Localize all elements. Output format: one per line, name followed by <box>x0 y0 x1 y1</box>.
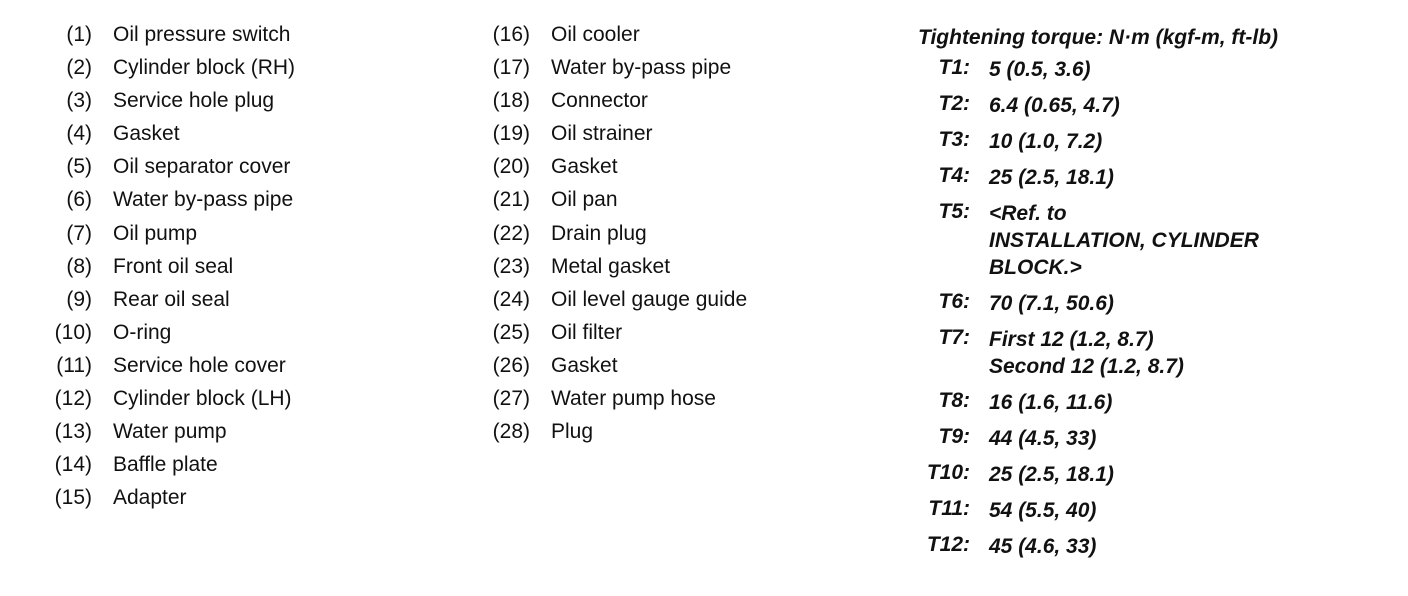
torque-value: <Ref. to <box>989 202 1067 226</box>
torque-label: T4: <box>938 164 970 188</box>
part-number: (21) <box>492 188 530 212</box>
torque-label: T11: <box>928 497 970 521</box>
part-number: (4) <box>66 122 92 146</box>
torque-value: BLOCK.> <box>989 256 1082 280</box>
part-item <box>478 321 878 354</box>
parts-list-left <box>40 23 460 519</box>
part-name: Oil strainer <box>551 122 653 146</box>
part-item <box>478 288 878 321</box>
torque-heading: Tightening torque: N·m (kgf-m, ft-lb) <box>918 26 1279 49</box>
part-item <box>40 155 460 188</box>
part-number: (26) <box>492 353 530 377</box>
part-name: Oil level gauge guide <box>551 287 748 311</box>
part-name: Water pump hose <box>551 387 716 411</box>
torque-item <box>918 425 1388 452</box>
part-name: Baffle plate <box>113 453 218 477</box>
part-item <box>478 155 878 188</box>
torque-item <box>918 56 1388 83</box>
part-name: Water pump <box>113 420 227 444</box>
torque-value: 54 (5.5, 40) <box>989 499 1097 523</box>
part-number: (11) <box>56 353 92 377</box>
part-name: Drain plug <box>551 221 647 245</box>
part-item <box>40 453 460 486</box>
part-item <box>478 354 878 387</box>
part-number: (28) <box>492 420 530 444</box>
part-name: Gasket <box>113 122 180 146</box>
torque-value: 25 (2.5, 18.1) <box>989 463 1114 487</box>
part-number: (27) <box>492 387 530 411</box>
torque-item <box>918 461 1388 488</box>
torque-value: 45 (4.6, 33) <box>989 535 1097 559</box>
part-item <box>478 56 878 89</box>
part-item <box>40 222 460 255</box>
part-item <box>40 321 460 354</box>
torque-item <box>918 326 1388 380</box>
part-name: Cylinder block (LH) <box>113 387 292 411</box>
torque-label: T5: <box>938 200 970 224</box>
part-number: (19) <box>492 122 530 146</box>
part-number: (6) <box>66 188 92 212</box>
torque-item <box>918 389 1388 416</box>
part-item <box>478 255 878 288</box>
part-item <box>40 89 460 122</box>
part-number: (15) <box>54 486 92 510</box>
part-item <box>478 188 878 221</box>
part-number: (25) <box>492 320 530 344</box>
part-number: (18) <box>492 89 530 113</box>
torque-value: INSTALLATION, CYLINDER <box>989 229 1259 253</box>
torque-label: T9: <box>938 425 970 449</box>
part-item <box>40 188 460 221</box>
torque-label: T1: <box>938 56 970 80</box>
part-name: Service hole cover <box>113 353 286 377</box>
part-number: (10) <box>54 320 92 344</box>
part-number: (9) <box>66 287 92 311</box>
part-item <box>40 354 460 387</box>
part-item <box>40 255 460 288</box>
torque-value: 16 (1.6, 11.6) <box>989 391 1113 415</box>
part-item <box>40 288 460 321</box>
part-number: (20) <box>492 155 530 179</box>
part-name: O-ring <box>113 320 172 344</box>
torque-item <box>918 164 1388 191</box>
torque-value: 25 (2.5, 18.1) <box>989 166 1114 190</box>
part-number: (17) <box>492 56 530 80</box>
torque-label: T10: <box>926 461 970 485</box>
part-number: (22) <box>492 221 530 245</box>
part-number: (3) <box>66 89 92 113</box>
torque-item <box>918 497 1388 524</box>
part-item <box>40 420 460 453</box>
part-name: Gasket <box>551 155 618 179</box>
part-item <box>478 23 878 56</box>
torque-spec-list <box>918 23 1388 569</box>
part-number: (16) <box>492 23 530 46</box>
part-name: Gasket <box>551 353 618 377</box>
torque-value: First 12 (1.2, 8.7) <box>989 328 1154 352</box>
torque-label: T3: <box>938 128 970 152</box>
torque-label: T7: <box>938 326 970 350</box>
part-item <box>40 122 460 155</box>
part-name: Cylinder block (RH) <box>113 56 296 80</box>
part-number: (2) <box>66 56 92 80</box>
part-name: Oil separator cover <box>113 155 291 179</box>
part-name: Water by-pass pipe <box>551 56 732 80</box>
part-item <box>40 23 460 56</box>
torque-value: 5 (0.5, 3.6) <box>989 58 1091 82</box>
part-name: Rear oil seal <box>113 287 230 311</box>
torque-label: T12: <box>926 533 970 557</box>
part-number: (1) <box>66 23 92 46</box>
part-item <box>478 420 878 453</box>
torque-value: Second 12 (1.2, 8.7) <box>989 355 1184 379</box>
part-number: (23) <box>492 254 530 278</box>
part-number: (12) <box>54 387 92 411</box>
part-number: (13) <box>54 420 92 444</box>
part-name: Front oil seal <box>113 254 234 278</box>
torque-label: T8: <box>938 389 970 413</box>
part-item <box>478 122 878 155</box>
part-name: Connector <box>551 89 648 113</box>
part-item <box>40 56 460 89</box>
part-name: Plug <box>551 420 594 444</box>
torque-item <box>918 200 1388 281</box>
part-number: (14) <box>54 453 92 477</box>
part-name: Oil pump <box>113 221 198 245</box>
torque-item <box>918 290 1388 317</box>
part-item <box>478 222 878 255</box>
part-name: Oil pan <box>551 188 618 212</box>
part-name: Adapter <box>113 486 187 510</box>
parts-list-middle <box>478 23 878 453</box>
part-name: Oil filter <box>551 320 623 344</box>
part-number: (24) <box>492 287 530 311</box>
torque-value: 10 (1.0, 7.2) <box>989 130 1103 154</box>
part-item <box>478 387 878 420</box>
part-item <box>40 486 460 519</box>
part-number: (5) <box>66 155 92 179</box>
torque-item <box>918 128 1388 155</box>
part-number: (8) <box>66 254 92 278</box>
torque-value: 6.4 (0.65, 4.7) <box>989 94 1120 118</box>
torque-label: T2: <box>938 92 970 116</box>
torque-label: T6: <box>938 290 970 314</box>
torque-value: 44 (4.5, 33) <box>989 427 1097 451</box>
part-name: Oil cooler <box>551 23 640 46</box>
torque-item <box>918 533 1388 560</box>
part-item <box>478 89 878 122</box>
part-name: Metal gasket <box>551 254 671 278</box>
part-name: Water by-pass pipe <box>113 188 294 212</box>
torque-value: 70 (7.1, 50.6) <box>989 292 1114 316</box>
part-number: (7) <box>66 221 92 245</box>
part-name: Oil pressure switch <box>113 23 291 46</box>
part-item <box>40 387 460 420</box>
part-name: Service hole plug <box>113 89 275 113</box>
torque-item <box>918 92 1388 119</box>
